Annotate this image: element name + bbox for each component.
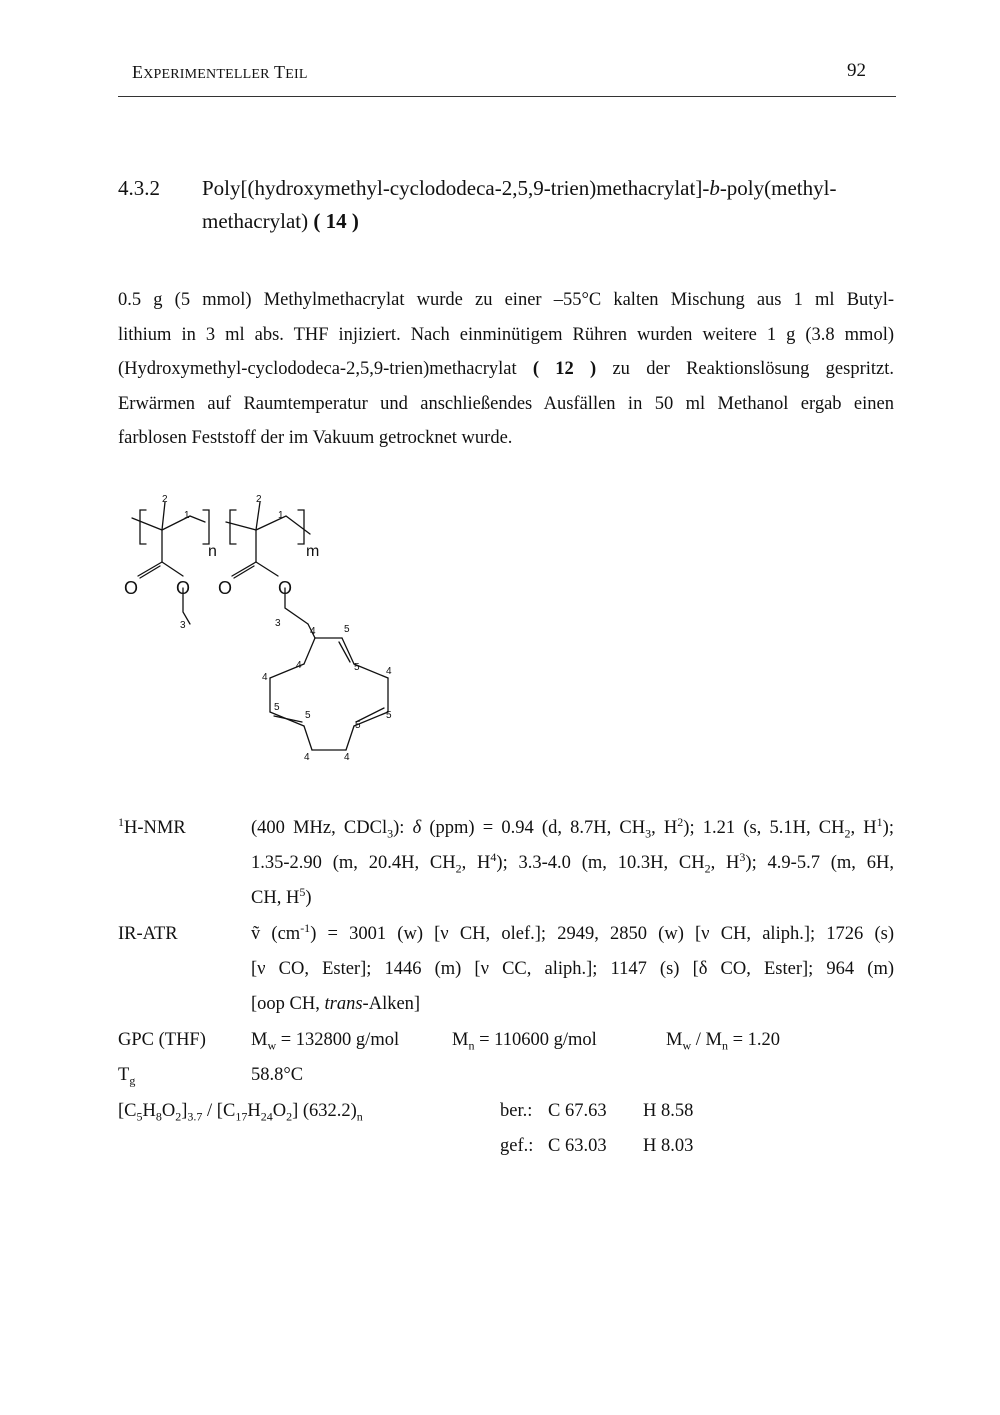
position-label: 4: [310, 626, 316, 637]
atom-o: O: [176, 578, 191, 598]
atom-o: O: [124, 578, 139, 598]
position-label: 4: [296, 660, 302, 671]
procedure-paragraph: [118, 283, 894, 456]
nmr-line-1: (400 MHz, CDCl$_3$): δ (ppm) = 0.94 (d, 8.7H, $CH_3$, $H^2$); 1.21 (s, 5.1H, $CH_2$, $H^1$);: [251, 814, 894, 841]
gpc-row: [118, 1030, 896, 1065]
position-label: 5: [344, 624, 350, 635]
position-label: 4: [304, 752, 310, 763]
position-label: 1: [184, 510, 190, 521]
position-label: 5: [354, 662, 360, 673]
tg-label: $T_g$: [118, 1065, 136, 1088]
position-label: 3: [180, 620, 186, 631]
label-m: m: [306, 543, 320, 560]
nmr-row: [118, 884, 896, 923]
nmr-line-2: 1.35-2.90 (m, 20.4H, $CH_2$, $H^4$); 3.3-4.0 (m, 10.3H, $CH_2$, $H^3$); 4.9-5.7 (m, 6H,: [251, 849, 894, 876]
section-title: Poly[(hydroxymethyl-cyclododeca-2,5,9-trien)methacrylat]-b-poly(methyl- methacrylat) ( 14 ): [202, 176, 837, 233]
elemental-row: [118, 1101, 896, 1136]
running-header: [118, 58, 896, 97]
ir-row: [118, 994, 896, 1029]
calc-c: C 67.63: [548, 1101, 607, 1121]
label-n: n: [208, 543, 217, 560]
nmr-row: [118, 849, 896, 888]
gpc-mw: $M_w = 132800$ g/mol: [251, 1030, 400, 1053]
ir-line-2: [ν CO, Ester]; 1446 (m) [ν CC, aliph.]; 1147 (s) [δ CO, Ester]; 964 (m): [251, 959, 894, 979]
position-label: 2: [256, 494, 262, 505]
section-number: 4.3.2: [118, 176, 160, 200]
header-title: EXPERIMENTELLER TEIL: [132, 62, 308, 82]
tg-value: 58.8°C: [251, 1065, 304, 1085]
ir-line-3: [oop CH, trans-Alken]: [251, 994, 421, 1014]
calc-h: H 8.58: [643, 1101, 694, 1121]
paragraph-line: 0.5 g (5 mmol) Methylmethacrylat wurde zu einer –55°C kalten Mischung aus 1 ml Butyl-: [118, 290, 894, 310]
position-label: 2: [162, 494, 168, 505]
found-c: C 63.03: [548, 1136, 607, 1156]
found-h: H 8.03: [643, 1136, 694, 1156]
found-label: gef.:: [500, 1136, 534, 1156]
nmr-line-3: CH, $H^5$): [251, 884, 312, 908]
atom-o: O: [218, 578, 233, 598]
atom-o: O: [278, 578, 293, 598]
paragraph-line: Erwärmen auf Raumtemperatur und anschließendes Ausfällen in 50 ml Methanol ergab einen: [118, 393, 894, 414]
tg-row: [118, 1065, 896, 1100]
position-label: 4: [344, 752, 350, 763]
position-label: 4: [262, 672, 268, 683]
position-label: 5: [274, 702, 280, 713]
paragraph-line: farblosen Feststoff der im Vakuum getrocknet wurde.: [118, 428, 513, 448]
ir-row: [118, 920, 896, 959]
elemental-row: [118, 1136, 896, 1171]
page-number: 92: [847, 60, 866, 81]
paragraph-line: (Hydroxymethyl-cyclododeca-2,5,9-trien)methacrylat ( 12 ) zu der Reaktionslösung gespritzt.: [118, 359, 894, 379]
position-label: 5: [305, 710, 311, 721]
calc-label: ber.:: [500, 1101, 533, 1121]
position-label: 5: [386, 710, 392, 721]
gpc-pdi: $M_w / M_n = 1.20$: [666, 1030, 781, 1053]
position-label: 5: [355, 720, 361, 731]
elemental-formula: $[C_5H_8O_2]_{3.7} / [C_{17}H_{24}O_2]$ $(632.2)_n$: [118, 1101, 363, 1124]
nmr-label: $^1$H-NMR: [118, 814, 186, 838]
position-label: 3: [275, 618, 281, 629]
position-label: 4: [386, 666, 392, 677]
ir-row: [118, 959, 896, 994]
paragraph-line: lithium in 3 ml abs. THF injiziert. Nach einminütigem Rühren wurden weitere 1 g (3.8 mmol): [118, 324, 894, 345]
gpc-mn: $M_n = 110600$ g/mol: [452, 1030, 597, 1053]
chemical-structure: [110, 478, 430, 778]
nmr-row: [118, 814, 896, 853]
position-label: 1: [278, 510, 284, 521]
gpc-label: GPC (THF): [118, 1030, 206, 1050]
ir-label: IR-ATR: [118, 924, 178, 944]
ir-line-1: ṽ $(cm^{-1}) = 3001$ (w) [ν CH, olef.]; 2949, 2850 (w) [ν CH, aliph.]; 1726 (s): [251, 920, 894, 944]
